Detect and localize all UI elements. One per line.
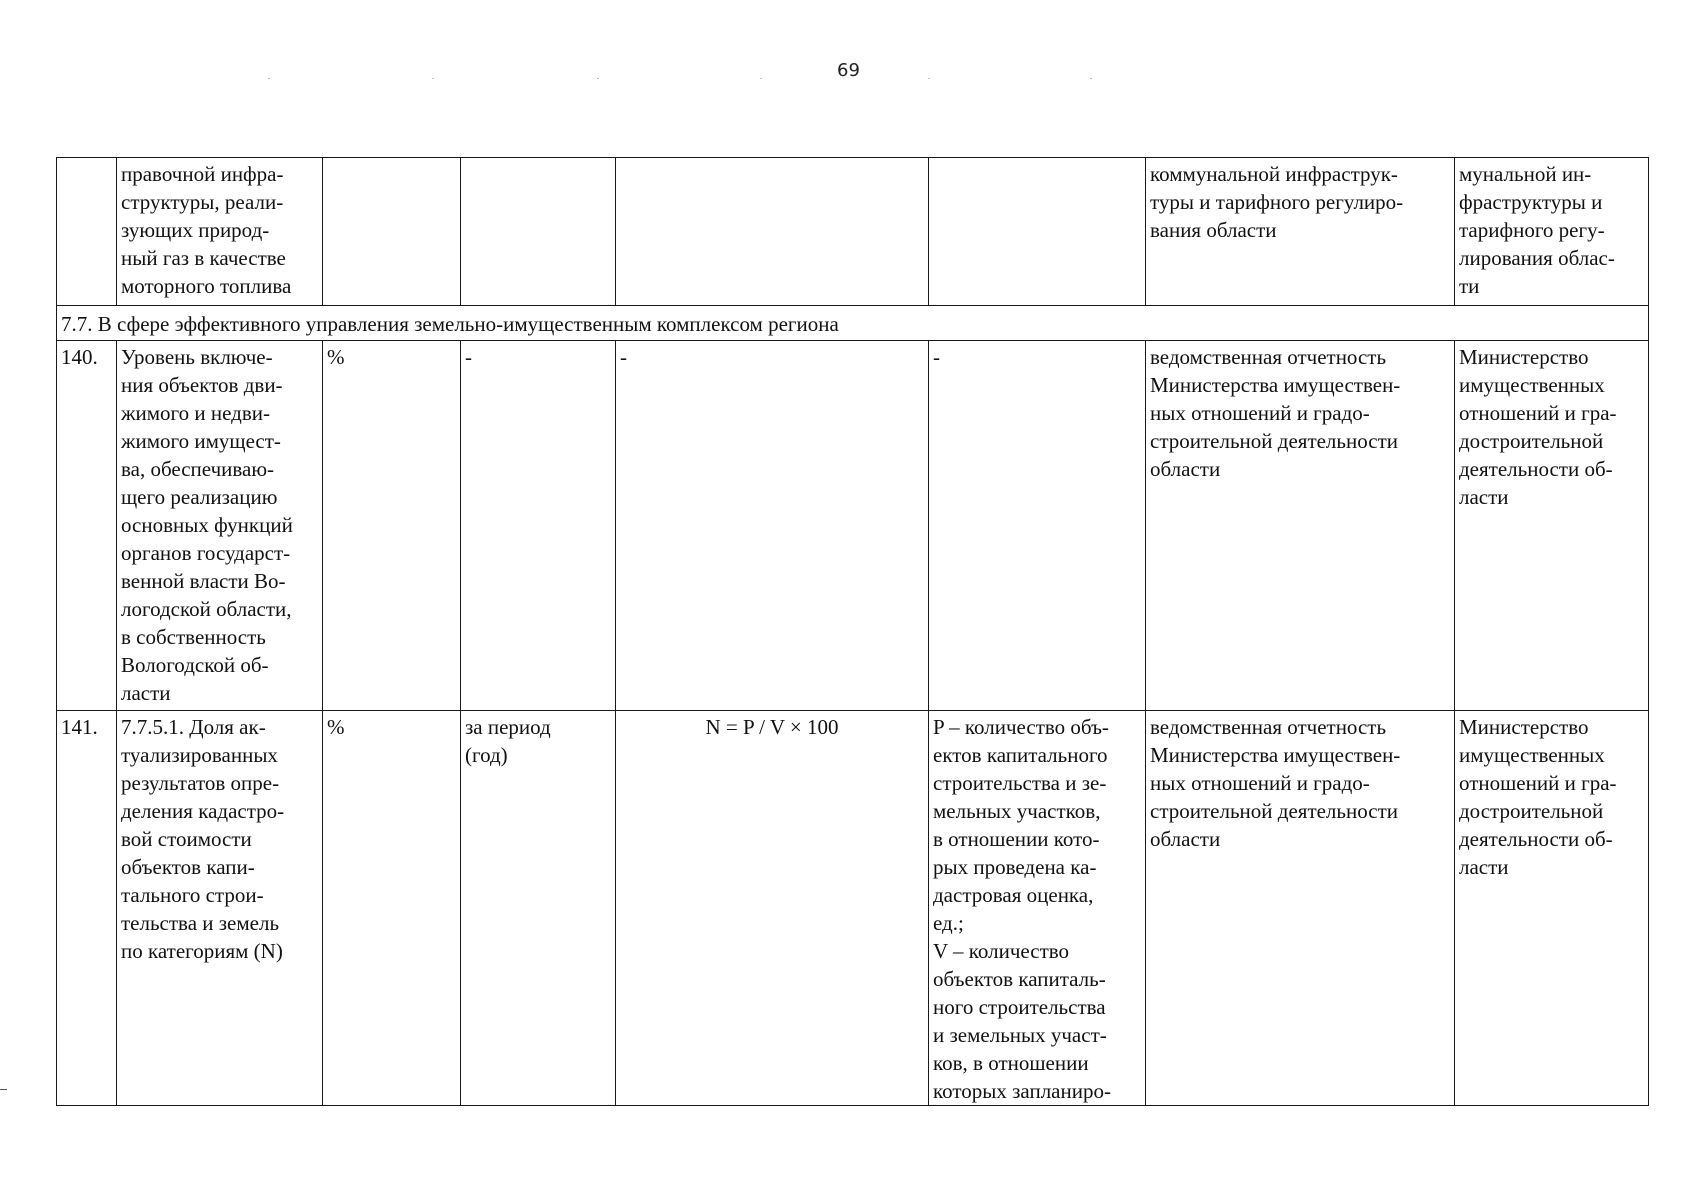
section-row [57,306,1649,341]
text-line: правочной инфра- [121,162,284,186]
text-line: ных отношений и градо- [1150,401,1370,425]
text-line: V – количество [933,939,1070,963]
cell-variables [929,158,1146,306]
text-line: результатов опре- [121,771,280,795]
text-line: 7.7.5.1. Доля ак- [121,715,266,739]
text-line: логодской области, [121,597,292,621]
cell-indicator [117,158,323,306]
text-line: Вологодской об- [121,653,269,677]
text-line: туализированных [121,743,278,767]
text-line: ведомственная отчетность [1150,715,1387,739]
text-line: отношений и гра- [1459,401,1617,425]
cell-period: - [461,341,616,711]
scan-speck [268,78,270,79]
text-line: мельных участков, [933,799,1101,823]
cell-period [461,711,616,1106]
text-line: вой стоимости [121,827,252,851]
text-line: туры и тарифного регулиро- [1150,190,1404,214]
text-line: ния объектов дви- [121,373,283,397]
text-line: ласти [1459,855,1509,879]
text-line: отношений и гра- [1459,771,1617,795]
text-line: (год) [465,743,508,767]
scan-edge-mark [0,1089,7,1090]
text-line: ведомственная отчетность [1150,345,1387,369]
text-line: в собственность [121,625,266,649]
cell-variables: - [929,341,1146,711]
text-line: объектов капи- [121,855,255,879]
text-line: строительства и зе- [933,771,1107,795]
text-line: мунальной ин- [1459,162,1592,186]
cell-responsible [1455,711,1649,1106]
cell-responsible [1455,341,1649,711]
scan-speck [432,78,434,79]
cell-unit [323,158,461,306]
text-line: ных отношений и градо- [1150,771,1370,795]
text-line: тального строи- [121,883,264,907]
text-line: тарифного регу- [1459,218,1605,242]
section-title: 7.7. В сфере эффективного управления земельно-имущественным комплексом региона [57,306,1649,341]
cell-formula: - [616,341,929,711]
text-line: структуры, реали- [121,190,284,214]
text-line: ков, в отношении [933,1051,1089,1075]
text-line: зующих природ- [121,218,270,242]
text-line: P – количество объ- [933,715,1109,739]
cell-source [1146,711,1455,1106]
text-line: в отношении кото- [933,827,1100,851]
cell-unit: % [323,341,461,711]
cell-indicator [117,341,323,711]
text-line: имущественных [1459,373,1605,397]
text-line: жимого и недви- [121,401,270,425]
text-line: деления кадастро- [121,799,285,823]
text-line: рых проведена ка- [933,855,1097,879]
cell-period [461,158,616,306]
text-line: Министерство [1459,345,1589,369]
text-line: по категориям (N) [121,939,283,963]
text-line: ный газ в качестве [121,246,286,270]
text-line: тельства и земель [121,911,280,935]
text-line: лирования облас- [1459,246,1615,270]
text-line: за период [465,715,551,739]
cell-indicator [117,711,323,1106]
cell-variables [929,711,1146,1106]
text-line: ти [1459,274,1480,298]
text-line: и земельных участ- [933,1023,1107,1047]
text-line: основных функций [121,513,293,537]
text-line: области [1150,827,1221,851]
scan-speck [760,78,762,79]
text-line: достроительной [1459,429,1604,453]
text-line: ектов капитального [933,743,1108,767]
table-row-141 [57,711,1649,1106]
table-row-140 [57,341,1649,711]
text-line: области [1150,457,1221,481]
text-line: ного строительства [933,995,1106,1019]
page-number: 69 [837,60,860,81]
text-line: Министерства имуществен- [1150,743,1401,767]
text-line: моторного топлива [121,274,292,298]
scan-speck [1090,78,1092,79]
text-line: дастровая оценка, [933,883,1094,907]
text-line: венной власти Во- [121,569,286,593]
text-line: достроительной [1459,799,1604,823]
row-number: 140. [57,341,117,711]
cell-responsible [1455,158,1649,306]
text-line: щего реализацию [121,485,278,509]
text-line: строительной деятельности [1150,429,1398,453]
text-line: ласти [1459,485,1509,509]
text-line: деятельности об- [1459,457,1613,481]
cell-formula [616,158,929,306]
text-line: строительной деятельности [1150,799,1398,823]
row-number: 141. [57,711,117,1106]
text-line: жимого имущест- [121,429,281,453]
text-line: органов государст- [121,541,291,565]
table-row-continued [57,158,1649,306]
text-line: фраструктуры и [1459,190,1603,214]
text-line: Уровень включе- [121,345,273,369]
cell-source [1146,158,1455,306]
text-line: ласти [121,681,171,705]
text-line: деятельности об- [1459,827,1613,851]
indicator-table [56,157,1649,1106]
text-line: коммунальной инфраструк- [1150,162,1398,186]
scan-speck [597,78,599,79]
text-line: ва, обеспечиваю- [121,457,275,481]
text-line: которых запланиро- [933,1079,1111,1103]
text-line: вания области [1150,218,1277,242]
scan-speck [928,78,930,79]
text-line: Министерство [1459,715,1589,739]
cell-num [57,158,117,306]
text-line: Министерства имуществен- [1150,373,1401,397]
text-line: объектов капиталь- [933,967,1106,991]
cell-formula: N = P / V × 100 [616,711,929,1106]
cell-source [1146,341,1455,711]
text-line: имущественных [1459,743,1605,767]
text-line: ед.; [933,911,964,935]
cell-unit: % [323,711,461,1106]
